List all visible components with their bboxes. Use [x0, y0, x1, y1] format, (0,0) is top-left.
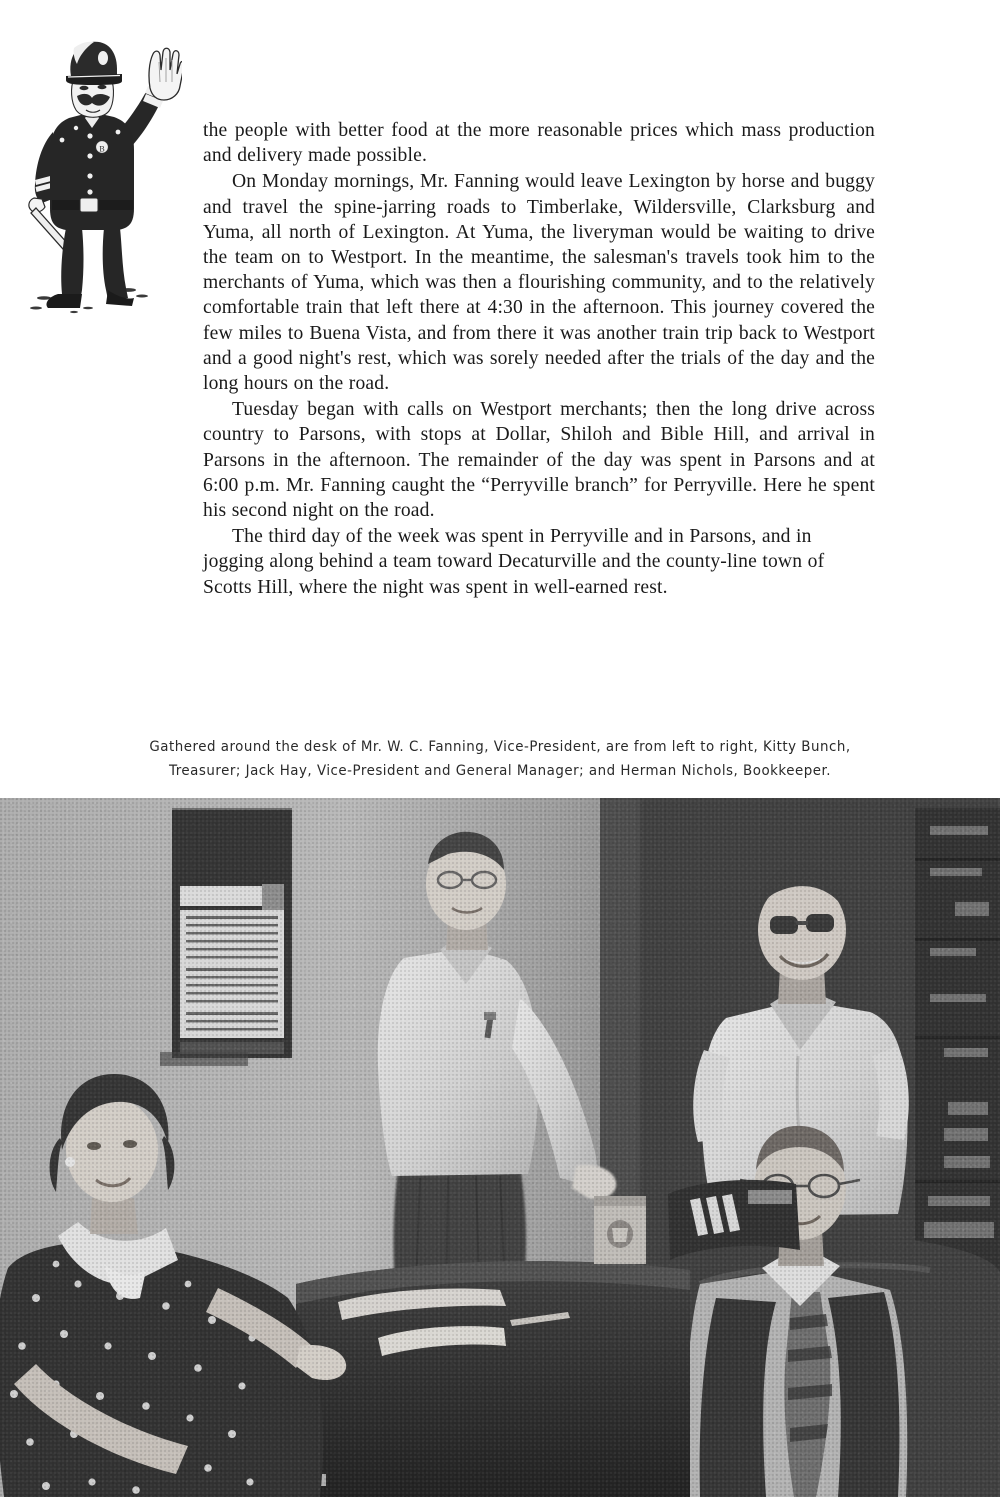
paragraph: the people with better food at the more reasonable prices which mass production and delivery made possible. — [203, 120, 875, 167]
officer-eye-right — [98, 85, 107, 89]
paragraph: The third day of the week was spent in Perryville and in Parsons, and in jogging along behind a team toward Decaturville and the county-line town of Scotts Hill, where the night was spent in well-earned rest. — [203, 526, 825, 598]
caption-line-2: Treasurer; Jack Hay, Vice-President and General Manager; and Herman Nichols, Bookkeeper. — [168, 762, 831, 779]
caption-line-1: Gathered around the desk of Mr. W. C. Fanning, Vice-President, are from left to right, Kitty Bunch, — [149, 739, 851, 755]
article-body — [203, 118, 875, 601]
officer-eye-left — [80, 86, 89, 90]
belt-buckle — [80, 198, 98, 212]
paragraph: Tuesday began with calls on Westport merchants; then the long drive across country to Parsons, with stops at Dollar, Shiloh and Bible Hill, and arrival in Parsons in the afternoon. The remainder of the day was spent in Parsons and at 6:00 p.m. Mr. Fanning caught the “Perryville branch” for Perryville. Here he spent his second night on the road. — [203, 399, 875, 522]
officer-right-leg — [103, 228, 128, 300]
office-photograph — [0, 798, 1000, 1497]
helmet-badge-icon — [98, 51, 108, 65]
photo-tone — [0, 798, 1000, 1497]
badge-glyph: B — [99, 144, 105, 154]
policeman-icon — [22, 32, 182, 322]
photo-caption — [35, 736, 965, 783]
policeman-illustration — [22, 32, 182, 322]
officer-left-shoe — [46, 294, 82, 308]
photograph-content — [0, 798, 1000, 1497]
raised-hand-icon — [149, 48, 182, 100]
paragraph: On Monday mornings, Mr. Fanning would leave Lexington by horse and buggy and travel the spine-jarring roads to Timberlake, Wildersville, Clarksburg and Yuma, all north of Lexington. At Yuma, the liveryman would be waiting to drive the team on to Westport. In the meantime, the salesman's travels took him to the merchants of Yuma, which was then a flourishing community, and to the relatively comfortable train that left there at 4:30 in the afternoon. This journey covered the few miles to Buena Vista, and from there it was another train trip back to Westport and a good night's rest, which was sorely needed after the trials of the day and the long hours on the road. — [203, 171, 875, 395]
